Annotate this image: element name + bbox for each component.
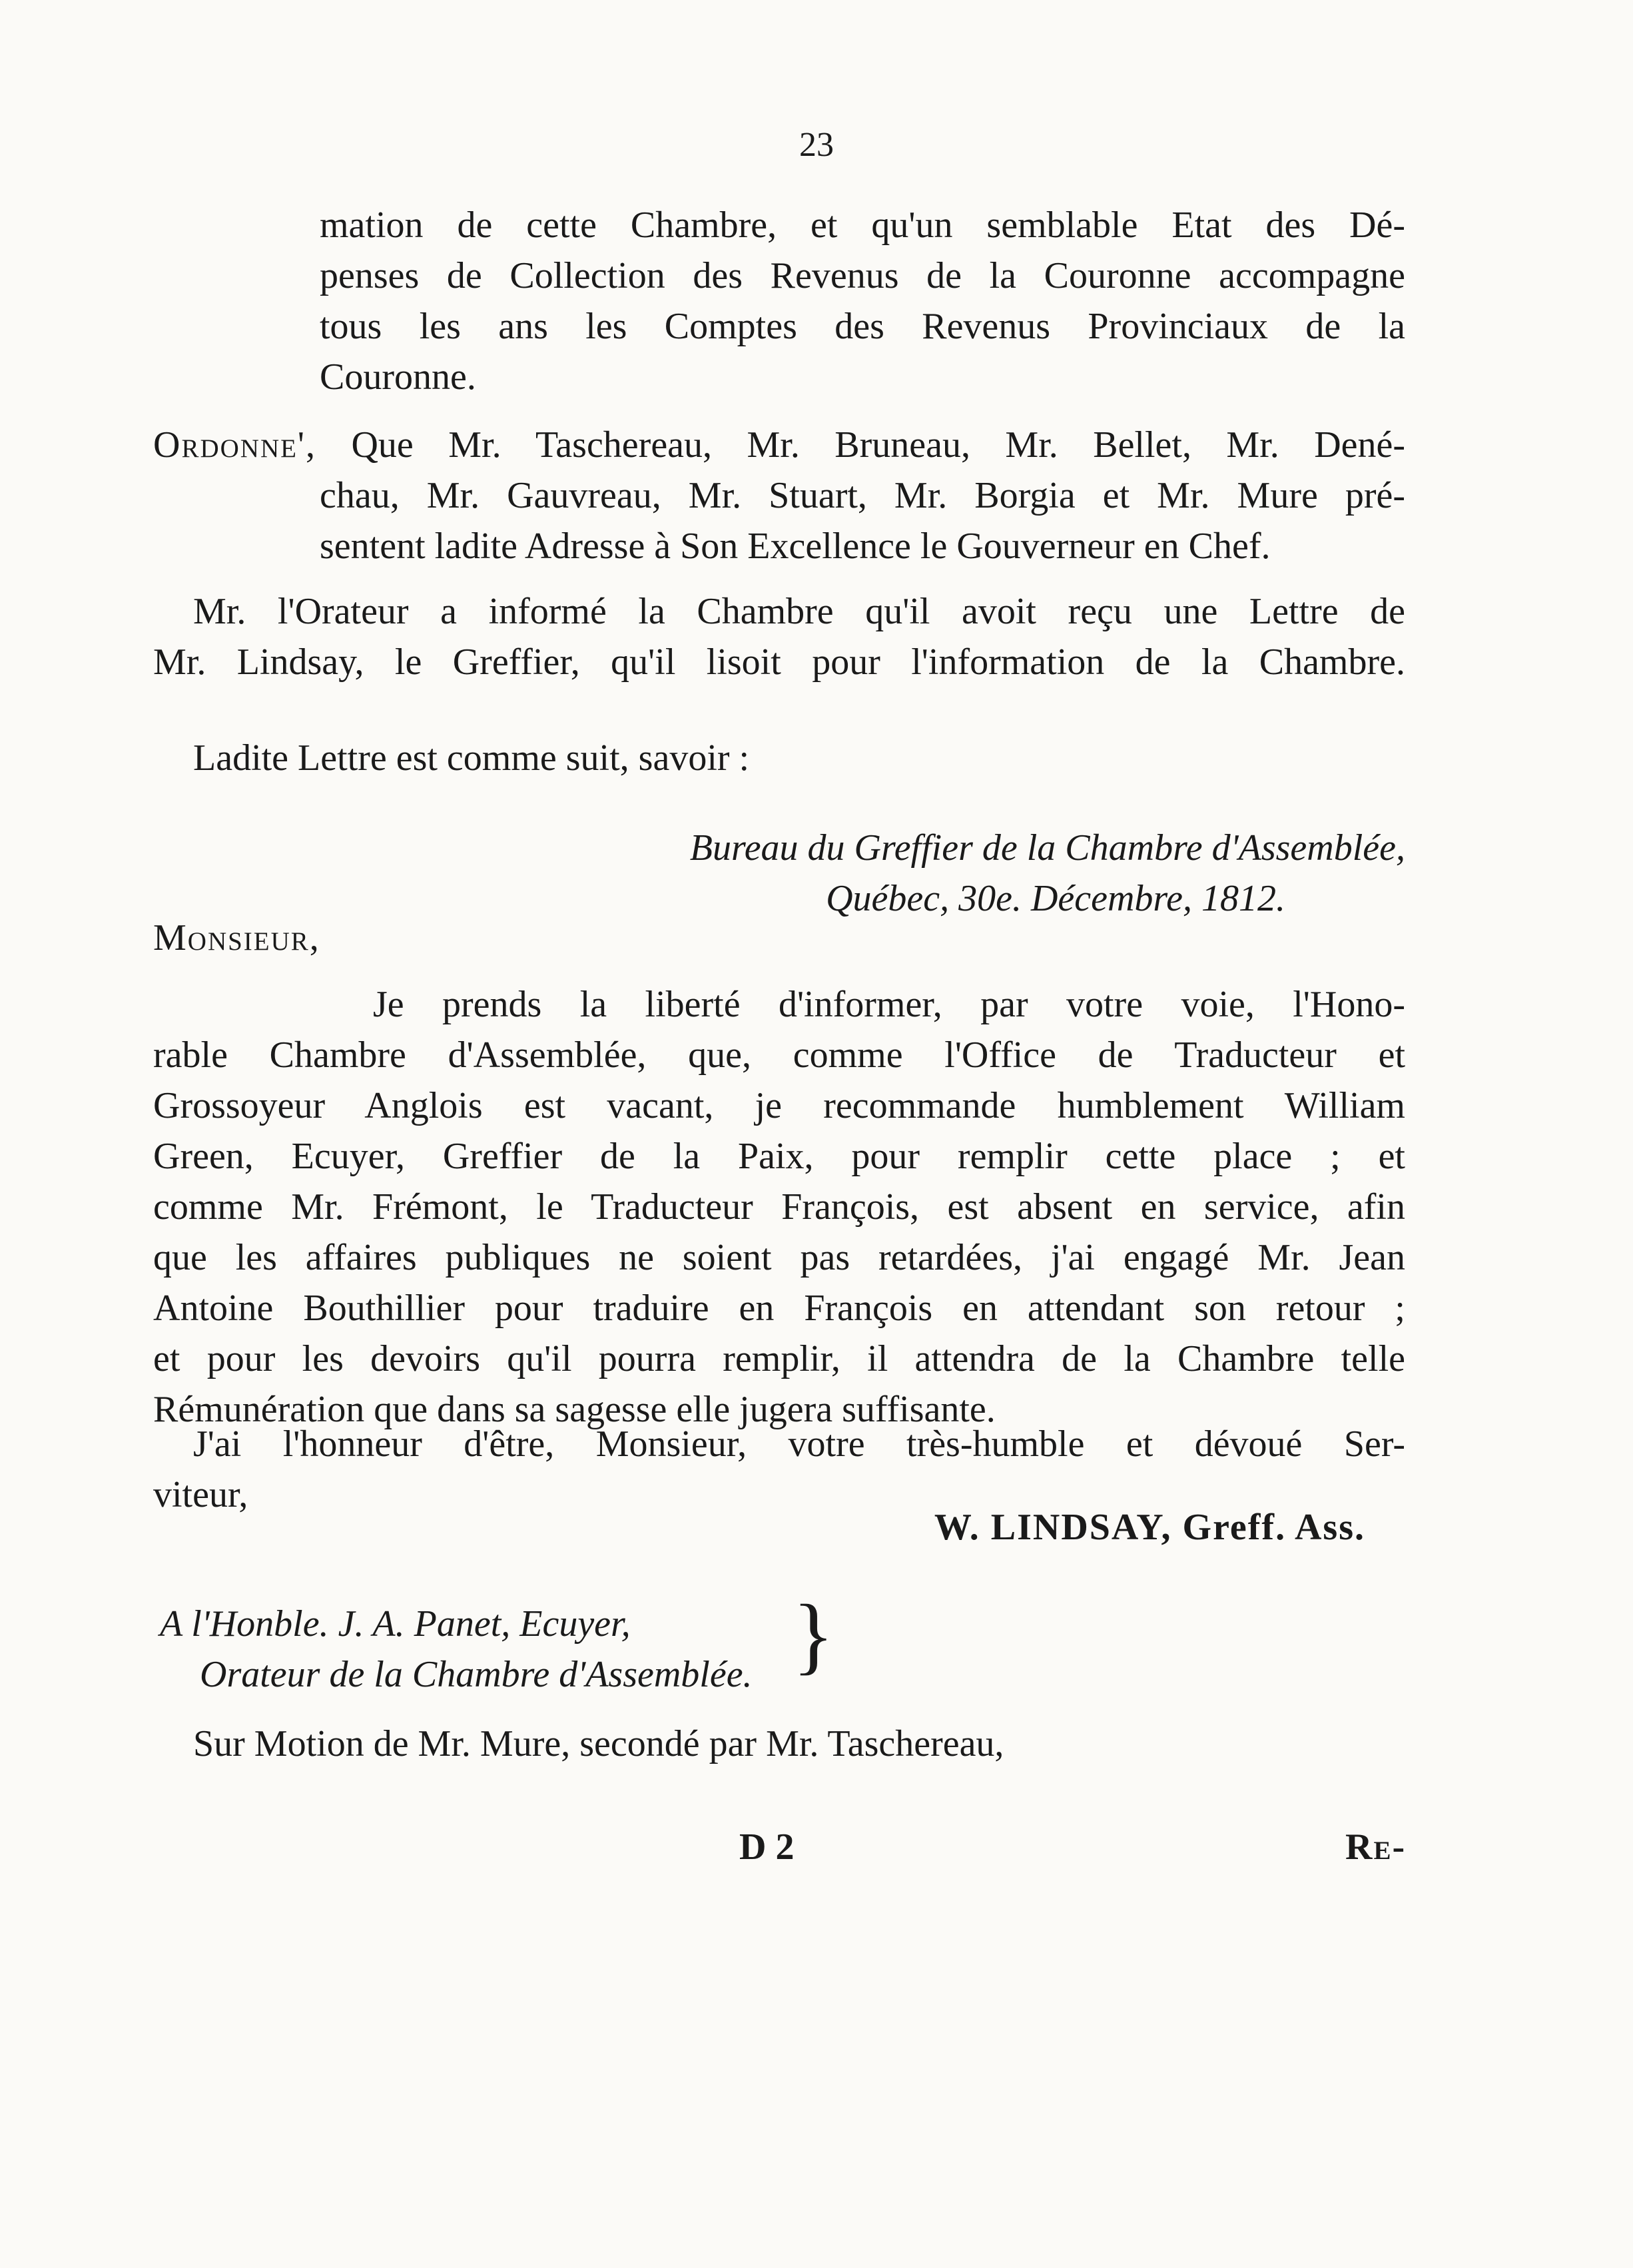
signature-mark: D 2 xyxy=(739,1826,795,1868)
text-line: et pour les devoirs qu'il pourra remplir, il attendra de la Chambre telle xyxy=(153,1338,1405,1379)
text-line: Sur Motion de Mr. Mure, secondé par Mr. Taschereau, xyxy=(193,1723,1004,1764)
address-line: A l'Honble. J. A. Panet, Ecuyer, xyxy=(160,1603,631,1645)
letter-dateline xyxy=(153,823,1405,924)
ordonne-label: Ordonne', xyxy=(153,424,317,466)
text-line: Mr. Lindsay, le Greffier, qu'il lisoit pour l'information de la Chambre. xyxy=(153,641,1405,683)
text-line: Mr. l'Orateur a informé la Chambre qu'il avoit reçu une Lettre de xyxy=(193,591,1405,632)
dateline-line: Bureau du Greffier de la Chambre d'Assemblée, xyxy=(689,827,1405,869)
text-line: Je prends la liberté d'informer, par votre voie, l'Hono- xyxy=(373,984,1405,1025)
salutation-text: Monsieur, xyxy=(153,917,320,958)
brace-mark: } xyxy=(793,1587,834,1683)
text-line: rable Chambre d'Assemblée, que, comme l'Office de Traducteur et xyxy=(153,1034,1405,1076)
paragraph-orateur xyxy=(153,586,1405,687)
text-line: que les affaires publiques ne soient pas retardées, j'ai engagé Mr. Jean xyxy=(153,1237,1405,1278)
paragraph-ladite xyxy=(153,733,1405,783)
ordonne-text: Que Mr. Taschereau, Mr. Bruneau, Mr. Bellet, Mr. Dené- xyxy=(351,424,1405,466)
letter-address xyxy=(160,1599,826,1700)
letter-salutation xyxy=(153,913,1405,963)
address-line: Orateur de la Chambre d'Assemblée. xyxy=(200,1654,753,1695)
text-line: chau, Mr. Gauvreau, Mr. Stuart, Mr. Borgia et Mr. Mure pré- xyxy=(320,475,1405,516)
text-line: tous les ans les Comptes des Revenus Provinciaux de la xyxy=(320,306,1405,347)
paragraph-ordonne xyxy=(153,420,1405,571)
text-line: J'ai l'honneur d'être, Monsieur, votre très-humble et dévoué Ser- xyxy=(193,1423,1405,1465)
letter-signature xyxy=(153,1502,1365,1553)
paragraph-motion xyxy=(153,1718,1405,1769)
paragraph-continuation xyxy=(320,200,1405,402)
letter-body xyxy=(153,979,1405,1435)
text-line: Antoine Bouthillier pour traduire en François en attendant son retour ; xyxy=(153,1288,1405,1329)
text-line: Green, Ecuyer, Greffier de la Paix, pour remplir cette place ; et xyxy=(153,1136,1405,1177)
text-line xyxy=(153,420,1405,470)
text-line: Couronne. xyxy=(320,356,476,398)
catchword: Re- xyxy=(1345,1826,1407,1868)
text-line: penses de Collection des Revenus de la Couronne accompagne xyxy=(320,255,1405,296)
page-number: 23 xyxy=(799,126,834,164)
text-line: Ladite Lettre est comme suit, savoir : xyxy=(193,737,750,779)
text-line: Grossoyeur Anglois est vacant, je recommande humblement William xyxy=(153,1085,1405,1126)
signature-text: W. LINDSAY, Greff. Ass. xyxy=(934,1507,1365,1548)
text-line: sentent ladite Adresse à Son Excellence le Gouverneur en Chef. xyxy=(320,526,1271,567)
dateline-line: Québec, 30e. Décembre, 1812. xyxy=(826,878,1285,919)
text-line: Rémunération que dans sa sagesse elle jugera suffisante. xyxy=(153,1389,996,1430)
text-line: comme Mr. Frémont, le Traducteur François, est absent en service, afin xyxy=(153,1186,1405,1228)
text-line: mation de cette Chambre, et qu'un semblable Etat des Dé- xyxy=(320,204,1405,246)
text-line: viteur, xyxy=(153,1474,248,1515)
